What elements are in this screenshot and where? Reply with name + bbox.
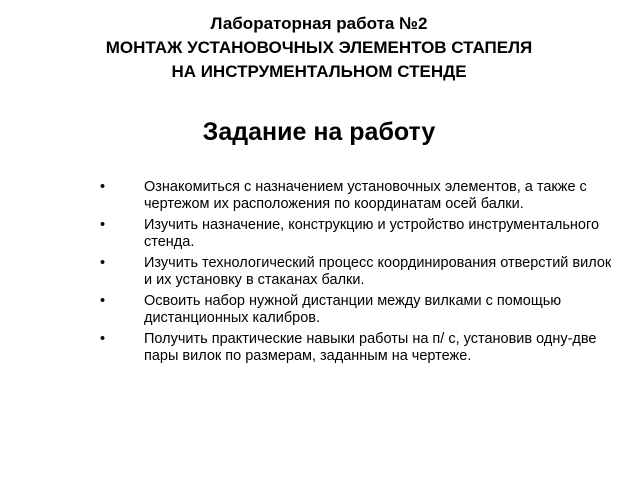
task-item-text: Изучить назначение, конструкцию и устройство инструментального стенда. bbox=[144, 217, 600, 250]
bullet-icon: • bbox=[100, 255, 106, 271]
bullet-icon: • bbox=[100, 293, 106, 309]
slide-header bbox=[0, 12, 638, 84]
task-item-text: Изучить технологический процесс координирования отверстий вилок и их установку в стаканах балки. bbox=[144, 255, 612, 288]
task-item-3 bbox=[100, 255, 620, 288]
task-item-4 bbox=[100, 293, 620, 326]
task-item-text: Ознакомиться с назначением установочных элементов, а также с чертежом их расположения по координатам осей балки. bbox=[144, 179, 587, 212]
task-item-2 bbox=[100, 217, 620, 250]
task-title: Задание на работу bbox=[202, 118, 436, 146]
task-item-text: Получить практические навыки работы на п/ с, установив одну-две пары вилок по размерам, заданным на чертеже. bbox=[144, 331, 597, 364]
task-item-1 bbox=[100, 179, 620, 212]
task-list bbox=[100, 179, 620, 369]
task-item-text: Освоить набор нужной дистанции между вилками с помощью дистанционных калибров. bbox=[144, 293, 562, 326]
bullet-icon: • bbox=[100, 217, 106, 233]
task-item-5 bbox=[100, 331, 620, 364]
bullet-icon: • bbox=[100, 331, 106, 347]
lab-work-title: Лабораторная работа №2 bbox=[210, 14, 428, 33]
lab-work-subject-line-1: МОНТАЖ УСТАНОВОЧНЫХ ЭЛЕМЕНТОВ СТАПЕЛЯ bbox=[105, 38, 533, 57]
bullet-icon: • bbox=[100, 179, 106, 195]
lab-work-subject-line-2: НА ИНСТРУМЕНТАЛЬНОМ СТЕНДЕ bbox=[171, 62, 467, 81]
